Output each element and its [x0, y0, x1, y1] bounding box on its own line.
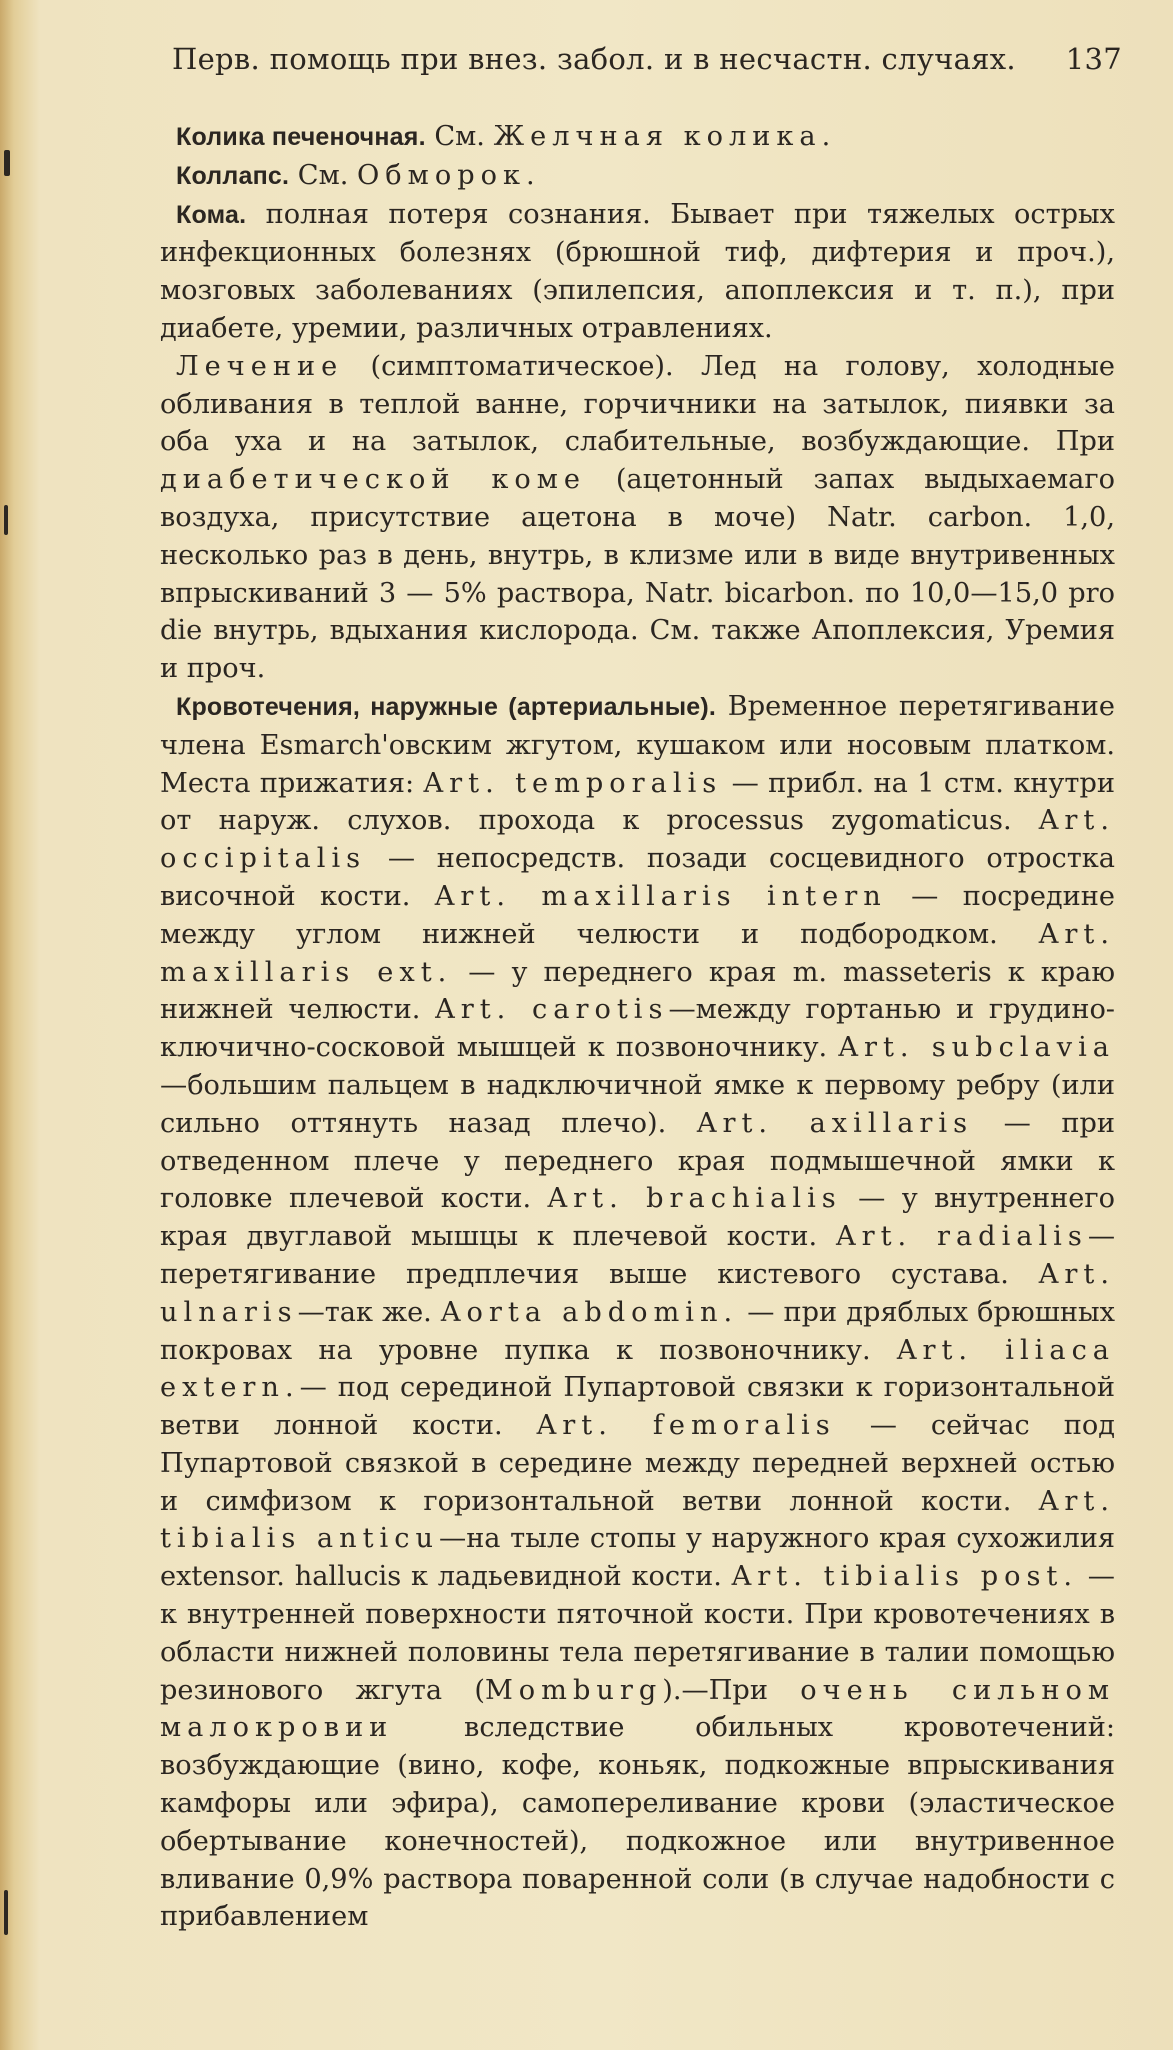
- entry-term: Коллапс.: [176, 161, 290, 190]
- entry-term: Колика печеночная.: [176, 123, 426, 151]
- entry-text: — при отведенном плече у переднего края подмышечной ямки к головке плечевой кости.: [160, 1107, 1116, 1215]
- artery-name: Art. brachialis: [547, 1183, 842, 1215]
- see-reference: См.: [425, 121, 494, 152]
- entry-kolika: [160, 118, 1115, 157]
- entry-text: Временное перетягивание члена Esmarch'овским жгутом, кушаком или носовым платком. Места прижатия:: [160, 690, 1115, 799]
- artery-name: Art. tibialis anticu: [160, 1485, 1115, 1555]
- artery-name: Art. occipitalis: [160, 805, 1115, 875]
- spaced-phrase: диабетической коме: [160, 464, 586, 496]
- entry-text: —большим пальцем в надключичной ямке к первому ребру (или сильно оттянуть назад плечо).: [160, 1069, 1115, 1139]
- entry-text: (ацетонный запах выдыхаемаго воздуха, присутствие ацетона в моче) Natr. carbon. 1,0, несколько раз в день, внутрь, в клизме или в виде внутривенных впрыскиваний 3 — 5% раствора, Natr. bicarbon. по 10,0—15,0 pro die внутрь, вдыхания кислорода. См. также Апоплексия, Уремия и проч.: [160, 464, 1115, 685]
- artery-name: Art. tibialis post.: [731, 1561, 1079, 1593]
- entry-text: (симптоматическое). Лед на голову, холодные обливания в теплой ванне, горчичники на затылок, пиявки за оба уха и на затылок, слабительные, возбуждающие. При: [160, 350, 1115, 458]
- entry-text: — у переднего края m. masseteris к краю нижней челюсти.: [160, 956, 1115, 1026]
- entry-text: —на тыле стопы у наружного края сухожилия extensor. hallucis к ладьевидной кости.: [160, 1523, 1115, 1593]
- cross-reference: Обморок.: [357, 159, 541, 191]
- entry-text: —между гортанью и грудино-ключично-сосковой мышцей к позвоночнику.: [160, 994, 1115, 1064]
- running-header: [172, 42, 1122, 92]
- entry-krovotechenia: [160, 688, 1115, 1936]
- entry-text: — прибл. на 1 стм. кнутри от наруж. слухов. прохода к processus zygomaticus.: [160, 767, 1115, 837]
- entry-text: полная потеря сознания. Бывает при тяжелых острых инфекционных болезнях (брюшной тиф, дифтерия и проч.), мозговых заболеваниях (эпилепсия, апоплексия и т. п.), при диабете, уремии, различных отравлениях.: [160, 198, 1115, 344]
- artery-name: Art. axillaris: [696, 1107, 974, 1139]
- running-title: Перв. помощь при внез. забол. и в несчастн. случаях.: [172, 42, 1016, 76]
- cross-reference: Желчная колика.: [493, 121, 837, 152]
- binding-mark: [4, 1890, 8, 1935]
- entry-term: Кровотечения, наружные (артериальные).: [176, 692, 717, 721]
- entry-text: ).—При: [662, 1674, 801, 1706]
- artery-name: Art. maxillaris ext.: [160, 918, 1115, 988]
- see-reference: См.: [289, 159, 358, 191]
- artery-name: Aorta abdomin.: [440, 1296, 739, 1328]
- entry-text: — посредине между углом нижней челюсти и подбородком.: [160, 880, 1115, 950]
- entry-text: —перетягивание предплечия выше кистевого сустава.: [160, 1221, 1115, 1290]
- artery-name: Art. ulnaris: [160, 1258, 1115, 1328]
- entry-text: — у внутреннего края двуглавой мышцы к плечевой кости.: [160, 1183, 1115, 1253]
- entry-text: — под серединой Пупартовой связки к горизонтальной ветви лонной кости.: [160, 1372, 1115, 1442]
- entry-text: — при дряблых брюшных покровах на уровне пупка к позвоночнику.: [160, 1296, 1115, 1366]
- entry-koma: [160, 196, 1115, 348]
- treatment-label: Лечение: [176, 350, 344, 382]
- artery-name: Art. subclavia: [838, 1032, 1115, 1064]
- spaced-phrase: очень сильном малокровии: [160, 1674, 1115, 1744]
- entry-kollaps: [160, 157, 1115, 196]
- artery-name: Art. iliaca extern.: [160, 1334, 1115, 1404]
- artery-name: Art. maxillaris intern: [434, 880, 887, 912]
- author-name: Momburg: [484, 1674, 663, 1706]
- entry-text: — сейчас под Пупартовой связкой в середине между передней верхней остью и симфизом к горизонтальной ветви лонной кости.: [160, 1410, 1115, 1517]
- entry-term: Кома.: [176, 200, 247, 229]
- entry-text: — к внутренней поверхности пяточной кости. При кровотечениях в области нижней половины тела перетягивание в талии помощью резинового жгута (: [160, 1561, 1115, 1706]
- artery-name: Art. radialis: [835, 1221, 1088, 1253]
- entry-text: —так же.: [297, 1296, 441, 1328]
- binding-mark: [4, 150, 10, 176]
- artery-name: Art. temporalis: [423, 767, 723, 799]
- page-body: [160, 118, 1115, 1936]
- page-number: 137: [1065, 42, 1122, 76]
- entry-koma-treatment: [160, 348, 1115, 688]
- entry-text: вследствие обильных кровотечений: возбуждающие (вино, кофе, коньяк, подкожные впрыскивания камфоры или эфира), самопереливание крови (эластическое обертывание конечностей), подкожное или внутривенное вливание 0,9% раствора поваренной соли (в случае надобности с прибавлением: [160, 1712, 1115, 1933]
- artery-name: Art. carotis: [435, 994, 669, 1026]
- entry-text: — непосредств. позади сосцевидного отростка височной кости.: [160, 843, 1115, 912]
- binding-mark: [4, 505, 8, 535]
- artery-name: Art. femoralis: [536, 1410, 836, 1442]
